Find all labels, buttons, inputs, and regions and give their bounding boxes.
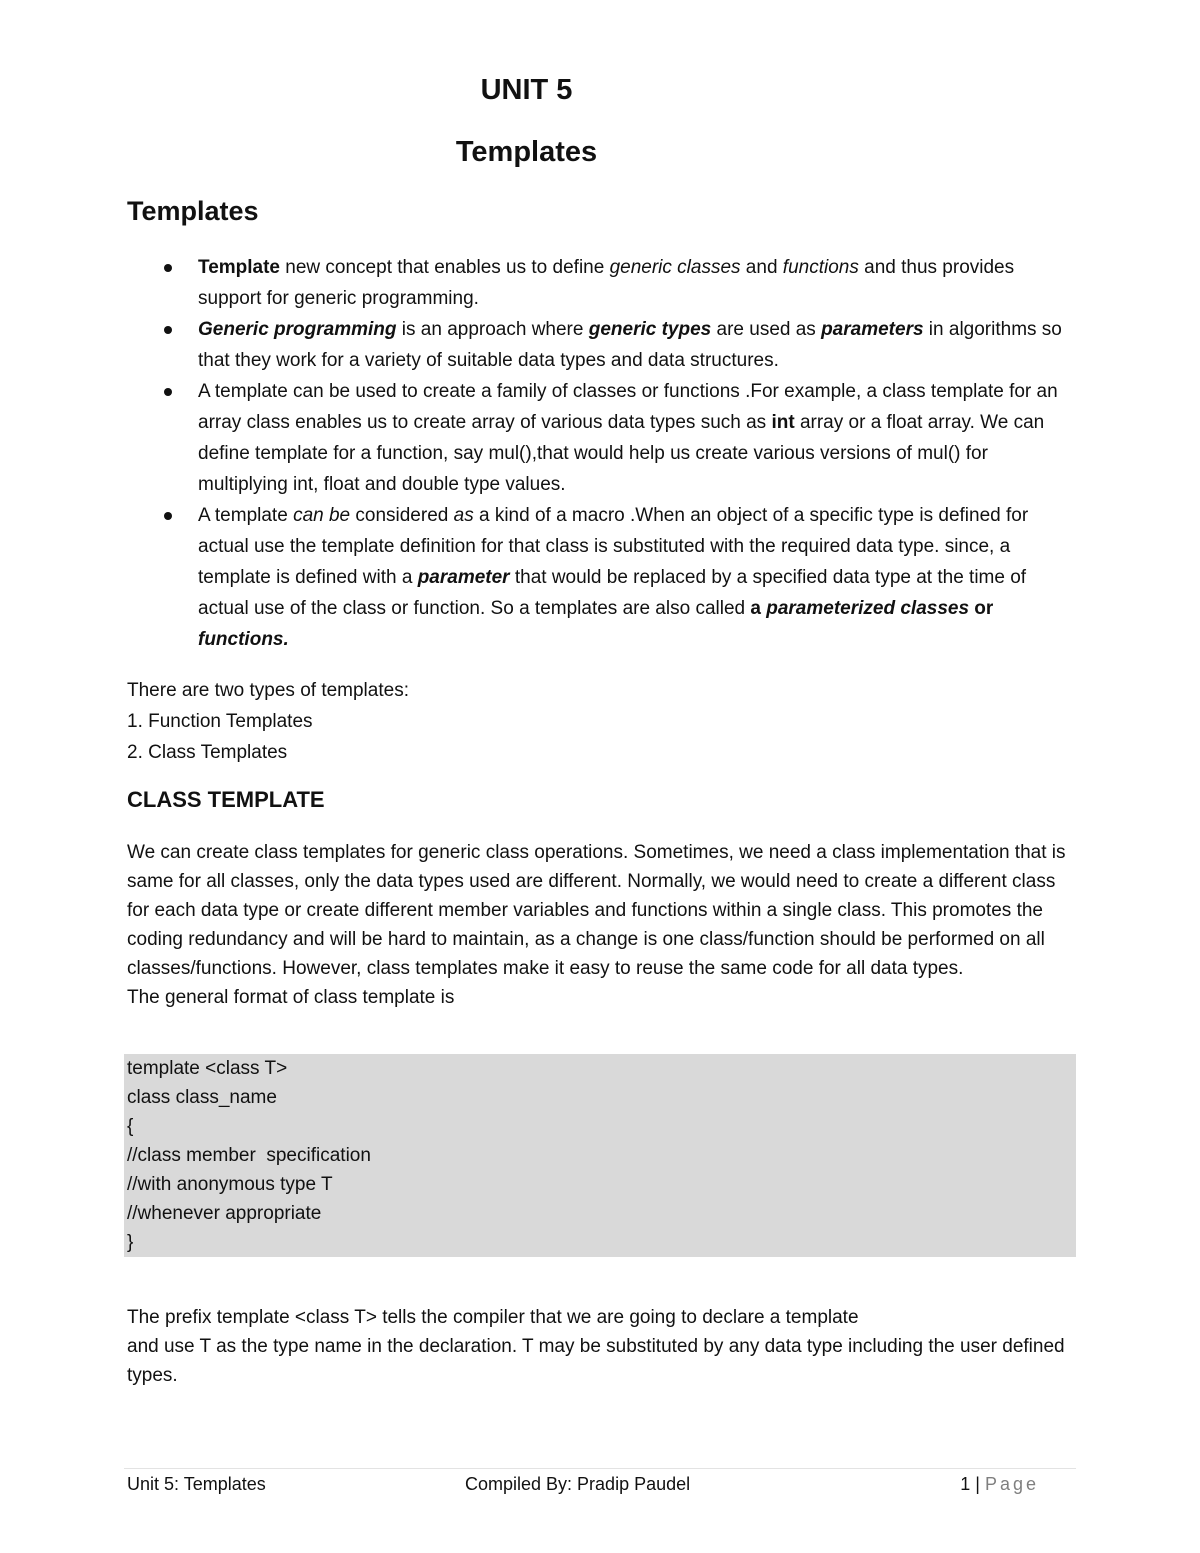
- text-bold: a: [750, 598, 767, 619]
- bullet-dot-icon: [164, 512, 172, 520]
- prefix-text-line2: and use T as the type name in the declaration. T may be substituted by any data type including the user defined types.: [127, 1336, 1065, 1386]
- footer-divider: [124, 1468, 1076, 1469]
- footer-page: [960, 1474, 1039, 1495]
- page-footer: [127, 1474, 1039, 1500]
- class-template-paragraph: [127, 838, 1077, 1012]
- text: considered: [350, 505, 454, 526]
- bullet-dot-icon: [164, 388, 172, 396]
- types-intro: There are two types of templates:: [127, 680, 409, 701]
- text: new concept that enables us to define: [280, 257, 610, 278]
- text: are used as: [711, 319, 822, 340]
- code-line: //whenever appropriate: [127, 1203, 322, 1224]
- code-line: template <class T>: [127, 1058, 288, 1079]
- code-line: {: [127, 1116, 134, 1137]
- unit-title: UNIT 5: [480, 74, 573, 106]
- term-generic-types: generic types: [588, 319, 712, 340]
- template-types-block: [127, 675, 409, 768]
- term-parameters: parameters: [821, 319, 924, 340]
- text: A template can be used to create a family of classes or functions .For example, a class template for an array class enables us to create array of various data types such as: [198, 381, 1058, 433]
- text-bold: or: [969, 598, 994, 619]
- footer-unit: Unit 5: Templates: [127, 1474, 266, 1494]
- bullet-dot-icon: [164, 326, 172, 334]
- types-item-class-templates: 2. Class Templates: [127, 742, 288, 763]
- section-heading-class-template: CLASS TEMPLATE: [127, 787, 325, 812]
- templates-bullet-list: [127, 252, 1072, 655]
- text: that would be replaced by a specified data type at the time of actual use of the class or function. So a templates are also called: [198, 567, 1027, 619]
- term-as: as: [453, 505, 474, 526]
- text: is an approach where: [396, 319, 589, 340]
- text: array or a float array. We can define template for a function, say mul(),that would help us create various versions of mul() for multiplying int, float and double type values.: [198, 412, 1045, 495]
- prefix-text-line1: The prefix template <class T> tells the compiler that we are going to declare a template: [127, 1307, 859, 1328]
- text: and thus provides support for generic programming.: [198, 257, 1015, 309]
- page-number: 1: [960, 1474, 971, 1494]
- prefix-paragraph: [127, 1303, 1077, 1390]
- term-functions: functions.: [198, 629, 289, 650]
- general-format-text: The general format of class template is: [127, 987, 455, 1008]
- section-heading-templates: Templates: [127, 196, 259, 226]
- term-int: int: [771, 412, 795, 433]
- bullet-item-family-of-classes: [127, 376, 1072, 500]
- term-can-be: can be: [293, 505, 351, 526]
- term-generic-classes: generic classes: [609, 257, 741, 278]
- bullet-dot-icon: [164, 264, 172, 272]
- bullet-item-macro: [127, 500, 1072, 655]
- term-generic-programming: Generic programming: [198, 319, 397, 340]
- text: a kind of a macro .When an object of a specific type is defined for actual use the template definition for that class is substituted with the required data type. since, a template is defined with a: [198, 505, 1029, 588]
- unit-subtitle: Templates: [455, 136, 598, 168]
- text: and: [740, 257, 783, 278]
- class-template-text: We can create class templates for generic class operations. Sometimes, we need a class implementation that is same for all classes, only the data types used are different. Normally, we would need to create a different class for each data type or create different member variables and functions within a single class. This promotes the coding redundancy and will be hard to maintain, as a change is one class/function should be performed on all classes/functions. However, class templates make it easy to reuse the same code for all data types.: [127, 842, 1066, 979]
- term-template: Template: [198, 257, 281, 278]
- text: in algorithms so that they work for a variety of suitable data types and data structures.: [198, 319, 1062, 371]
- bullet-item-generic-programming: [127, 314, 1072, 376]
- footer-author: Compiled By: Pradip Paudel: [465, 1474, 691, 1494]
- term-parameterized-classes: parameterized classes: [766, 598, 970, 619]
- code-line: //with anonymous type T: [127, 1174, 333, 1195]
- page-word: Page: [984, 1474, 1039, 1494]
- term-functions: functions: [782, 257, 859, 278]
- code-line: class class_name: [127, 1087, 277, 1108]
- text: A template: [198, 505, 294, 526]
- code-line: //class member specification: [127, 1145, 371, 1166]
- code-line: }: [127, 1232, 134, 1253]
- term-parameter: parameter: [417, 567, 510, 588]
- bullet-item-template-definition: [127, 252, 1072, 314]
- page-separator: |: [970, 1474, 985, 1494]
- code-block: [124, 1054, 1076, 1257]
- types-item-function-templates: 1. Function Templates: [127, 711, 313, 732]
